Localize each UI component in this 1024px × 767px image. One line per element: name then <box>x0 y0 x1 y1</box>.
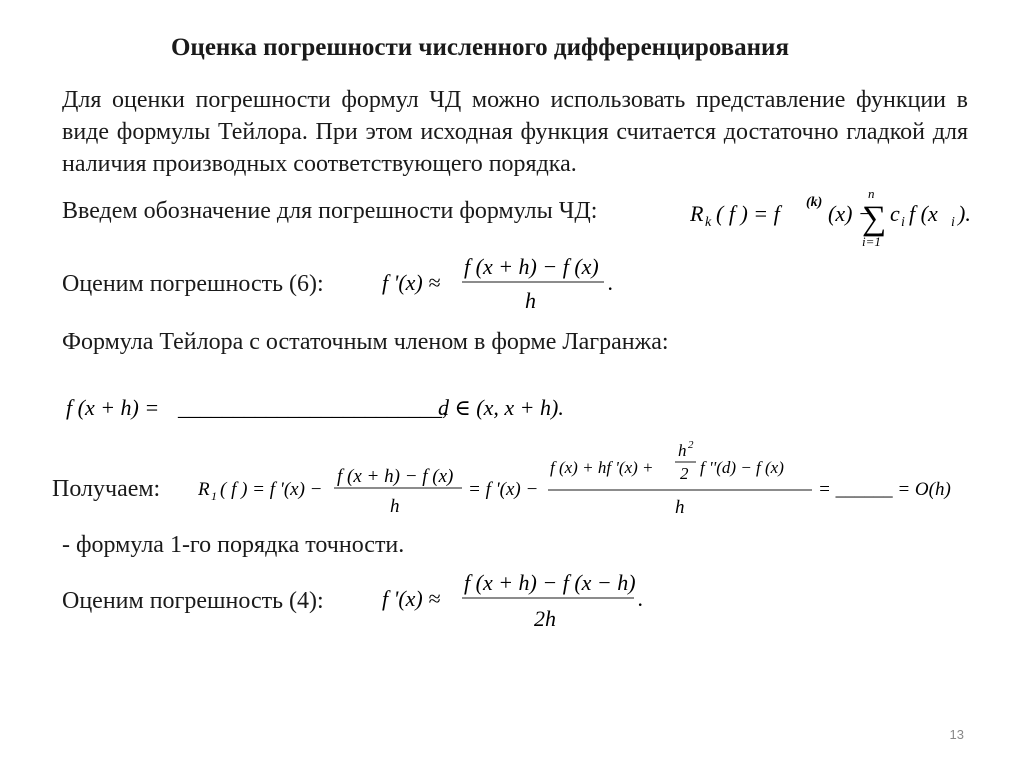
r1-two: 2 <box>680 464 689 483</box>
page-number: 13 <box>949 727 964 742</box>
f6-denominator: h <box>525 288 536 313</box>
error-definition-formula <box>690 184 990 250</box>
rk-c-sub: i <box>901 215 905 230</box>
f4-numerator: f (x + h) − f (x − h) <box>464 570 636 595</box>
rk-mid: (x) − <box>828 201 873 226</box>
rk-sum-bot: i=1 <box>862 234 881 249</box>
r1-end: = ______ = O(h) <box>818 479 951 500</box>
r1-lhs: R <box>198 479 210 500</box>
r1-den1: h <box>390 496 400 517</box>
r1-num2b: f ''(d) − f (x) <box>700 458 784 477</box>
rk-sub: k <box>705 215 712 230</box>
r1-formula <box>198 438 968 522</box>
rk-x-sub: i <box>951 215 955 230</box>
notation-label: Введем обозначение для погрешности формулы ЧД: <box>62 198 598 224</box>
rk-lhs: R <box>690 201 704 226</box>
f6-numerator: f (x + h) − f (x) <box>464 254 599 279</box>
intro-paragraph: Для оценки погрешности формул ЧД можно использовать представление функции в виде формулы Тейлора. При этом исходная функция считается достаточно гладкой для наличия производных соответствующего порядка. <box>62 87 968 177</box>
rk-fx: f (x <box>909 201 938 226</box>
first-order-note: - формула 1-го порядка точности. <box>62 532 405 558</box>
taylor-lhs: f (x + h) = <box>66 395 160 420</box>
taylor-label: Формула Тейлора с остаточным членом в форме Лагранжа: <box>62 329 669 355</box>
r1-f: ( f ) = f '(x) − <box>220 479 323 500</box>
r1-h2-sup: 2 <box>688 439 694 451</box>
rk-end: ). <box>958 201 971 226</box>
rk-sum: ∑ <box>862 200 887 237</box>
r1-num1: f (x + h) − f (x) <box>337 466 454 487</box>
taylor-formula <box>66 388 606 428</box>
taylor-blank: ________________________, <box>178 395 448 420</box>
f4-denominator: 2h <box>534 606 556 631</box>
formula-6 <box>382 252 622 316</box>
r1-num2a: f (x) + hf '(x) + <box>550 458 654 477</box>
rk-sum-top: n <box>868 186 875 201</box>
r1-den2: h <box>675 497 685 518</box>
r1-eq2: = f '(x) − <box>468 479 539 500</box>
formula-4 <box>382 568 652 634</box>
r1-h2: h <box>678 441 687 460</box>
estimate6-label: Оценим погрешность (6): <box>62 271 324 297</box>
rk-f: ( f ) = f <box>716 201 780 226</box>
f4-dot: . <box>638 586 644 611</box>
estimate4-label: Оценим погрешность (4): <box>62 588 324 614</box>
taylor-rhs: d ∈ (x, x + h). <box>438 395 564 420</box>
f6-lhs: f '(x) ≈ <box>382 270 441 295</box>
rk-c: c <box>890 201 900 226</box>
page-title: Оценка погрешности численного дифференцирования <box>170 34 789 61</box>
result-label: Получаем: <box>52 476 161 502</box>
rk-sup: (k) <box>806 195 823 210</box>
r1-sub: 1 <box>211 489 217 503</box>
f6-dot: . <box>608 270 614 295</box>
f4-lhs: f '(x) ≈ <box>382 586 441 611</box>
